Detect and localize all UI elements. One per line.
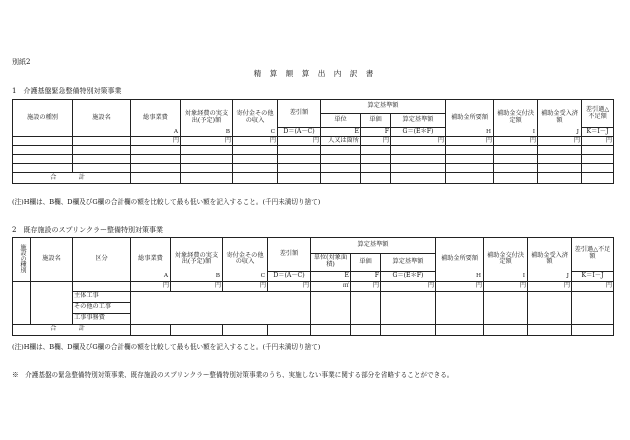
- s1-empty-cell[interactable]: [181, 164, 233, 173]
- s1-empty-cell[interactable]: [233, 155, 278, 164]
- s2-total-cell[interactable]: [171, 324, 223, 335]
- s2-total-cell[interactable]: [223, 324, 268, 335]
- s1-total-cell[interactable]: [233, 173, 278, 184]
- s2-header-decided-label: 補助金交付決定額: [486, 251, 525, 266]
- section1-title: 1 介護基盤緊急整備特別対策事業: [12, 87, 122, 95]
- s1-unit-yen-d[interactable]: 円: [278, 137, 321, 146]
- s2-header-total-cost-label: 総事業費: [138, 255, 163, 262]
- s1-empty-cell[interactable]: [278, 155, 321, 164]
- s1-letter-j: J: [576, 128, 579, 135]
- s1-header-diff: 差引額: [278, 100, 321, 128]
- s2-letter-h: H: [475, 273, 481, 280]
- s1-header-unit-price: 単価: [361, 114, 391, 128]
- s2-unit-sqm-e[interactable]: ㎡: [311, 281, 351, 291]
- s1-header-received: [538, 100, 582, 137]
- s1-total-cell[interactable]: [131, 173, 181, 184]
- s2-letter-k: K＝I－J: [572, 271, 614, 281]
- s2-total-cell[interactable]: [436, 324, 484, 335]
- s2-total-cell[interactable]: [528, 324, 572, 335]
- s1-empty-cell[interactable]: [538, 164, 582, 173]
- s1-total-cell[interactable]: [391, 173, 446, 184]
- s2-letter-e: E: [311, 271, 351, 281]
- s2-row-label-admin: 工事事務費: [73, 313, 131, 324]
- s1-empty-cell[interactable]: [73, 146, 131, 155]
- s2-letter-a: A: [163, 273, 168, 280]
- s2-block-j[interactable]: [528, 291, 572, 324]
- s1-empty-cell[interactable]: [321, 164, 361, 173]
- s1-header-donation: [233, 100, 278, 137]
- s1-header-donation-label: 寄付金その他の収入: [236, 110, 274, 124]
- s1-empty-cell[interactable]: [361, 146, 391, 155]
- s2-letter-j: J: [566, 273, 569, 280]
- s1-header-required-label: 補助金所要額: [450, 113, 489, 121]
- s2-total-cell[interactable]: [484, 324, 528, 335]
- s1-empty-cell[interactable]: [131, 164, 181, 173]
- s2-letter-g: G＝(E＊F): [381, 271, 436, 281]
- s1-header-std-group: 算定基準額: [321, 100, 446, 114]
- s1-letter-a: A: [173, 128, 178, 135]
- s1-empty-cell[interactable]: [361, 155, 391, 164]
- table-row: [13, 155, 614, 164]
- section1-table: [12, 99, 614, 184]
- s1-cell-facility-name-1[interactable]: [73, 137, 131, 146]
- s1-empty-cell[interactable]: [582, 164, 614, 173]
- s2-header-unit: 単位(対象面積): [311, 253, 351, 271]
- s1-empty-cell[interactable]: [582, 155, 614, 164]
- footer-note: ※ 介護基盤の緊急整備特別対策事業、既存施設のスプリンクラー整備特別対策事業のうち、実施しない事業に関する部分を省略することができる。: [12, 371, 454, 379]
- s1-empty-cell[interactable]: [73, 164, 131, 173]
- s2-header-required: [436, 238, 484, 282]
- s2-total-cell[interactable]: [351, 324, 381, 335]
- s2-header-donation: [223, 238, 268, 282]
- s1-empty-cell[interactable]: [361, 164, 391, 173]
- s2-row-label-main-work: 主体工事: [73, 291, 131, 302]
- s2-header-target-cost-label: 対象経費の実支出(予定)額: [174, 251, 219, 266]
- s2-header-category: 区分: [73, 238, 131, 282]
- s1-unit-yen-f[interactable]: 円: [361, 137, 391, 146]
- s1-unit-yen-i[interactable]: 円: [494, 137, 538, 146]
- s1-total-cell[interactable]: [278, 173, 321, 184]
- s2-letter-d: D＝(A－C): [268, 271, 311, 281]
- s1-letter-d: D＝(A－C): [278, 128, 321, 137]
- s1-empty-cell[interactable]: [73, 155, 131, 164]
- s2-header-facility-type: [13, 238, 31, 282]
- s1-empty-cell[interactable]: [446, 164, 494, 173]
- s1-total-label: 合 計: [13, 173, 131, 184]
- s2-unit-yen-h[interactable]: 円: [436, 281, 484, 291]
- s1-empty-cell[interactable]: [233, 164, 278, 173]
- s1-header-received-label: 補助金受入済額: [540, 110, 579, 124]
- s1-total-cell[interactable]: [361, 173, 391, 184]
- s1-empty-cell[interactable]: [13, 155, 73, 164]
- s1-letter-i: I: [532, 128, 535, 135]
- s1-letter-c: C: [270, 128, 275, 135]
- s1-header-total-cost-label: 総事業費: [143, 113, 168, 121]
- s1-total-cell[interactable]: [446, 173, 494, 184]
- s2-cell-facility-type[interactable]: [13, 281, 31, 324]
- s2-block-i[interactable]: [484, 291, 528, 324]
- s1-total-cell[interactable]: [181, 173, 233, 184]
- s1-header-facility-name: 施設名: [73, 100, 131, 137]
- s1-header-facility-type: 施設の種別: [13, 100, 73, 137]
- s1-total-cell[interactable]: [321, 173, 361, 184]
- s1-empty-cell[interactable]: [494, 164, 538, 173]
- s1-empty-cell[interactable]: [538, 146, 582, 155]
- s2-cell-facility-name[interactable]: [31, 281, 73, 324]
- s1-unit-yen-a[interactable]: 円: [131, 137, 181, 146]
- s2-block-f[interactable]: [351, 291, 381, 324]
- table-row: [13, 137, 614, 146]
- s1-empty-cell[interactable]: [391, 146, 446, 155]
- s1-header-total-cost: [131, 100, 181, 137]
- s2-block-g[interactable]: [381, 291, 436, 324]
- s2-unit-yen-g[interactable]: 円: [381, 281, 436, 291]
- table-row: [13, 291, 614, 302]
- s2-unit-yen-c[interactable]: 円: [223, 281, 268, 291]
- s1-empty-cell[interactable]: [181, 146, 233, 155]
- s1-unit-yen-c[interactable]: 円: [233, 137, 278, 146]
- s2-letter-c: C: [260, 273, 265, 280]
- s1-letter-h: H: [485, 128, 491, 135]
- s1-empty-cell[interactable]: [391, 164, 446, 173]
- s2-unit-yen-d[interactable]: 円: [268, 281, 311, 291]
- s1-letter-e: E: [321, 128, 361, 137]
- s2-header-std-amount: 算定基準額: [381, 253, 436, 271]
- s1-empty-cell[interactable]: [131, 155, 181, 164]
- s2-header-balance: 差引過△不足額: [572, 238, 614, 272]
- s1-empty-cell[interactable]: [494, 155, 538, 164]
- s2-block-h[interactable]: [436, 291, 484, 324]
- section2-table: [12, 237, 614, 336]
- s2-letter-b: B: [215, 273, 220, 280]
- s1-empty-cell[interactable]: [278, 146, 321, 155]
- s1-cell-facility-type-1[interactable]: [13, 137, 73, 146]
- s2-total-cell[interactable]: [572, 324, 614, 335]
- s1-total-cell[interactable]: [538, 173, 582, 184]
- s1-empty-cell[interactable]: [321, 146, 361, 155]
- s1-empty-cell[interactable]: [321, 155, 361, 164]
- s1-empty-cell[interactable]: [446, 146, 494, 155]
- s2-block-e[interactable]: [311, 291, 351, 324]
- s1-unit-yen-j[interactable]: 円: [538, 137, 582, 146]
- s2-header-received: [528, 238, 572, 282]
- s1-header-std-amount: 算定基準額: [391, 114, 446, 128]
- s2-row-label-other-work: その他の工事: [73, 302, 131, 313]
- s1-empty-cell[interactable]: [391, 155, 446, 164]
- s1-unit-yen-h[interactable]: 円: [446, 137, 494, 146]
- s1-unit-yen-g[interactable]: 円: [391, 137, 446, 146]
- table-row: [13, 164, 614, 173]
- s1-header-decided-label: 補助金交付決定額: [496, 110, 535, 124]
- s1-empty-cell[interactable]: [181, 155, 233, 164]
- s1-letter-b: B: [225, 128, 230, 135]
- s1-letter-f: F: [361, 128, 391, 137]
- s1-letter-g: G＝(E＊F): [391, 128, 446, 137]
- s1-total-cell[interactable]: [494, 173, 538, 184]
- table-row: [13, 281, 614, 291]
- s2-block-k[interactable]: [572, 291, 614, 324]
- s2-unit-yen-f[interactable]: 円: [351, 281, 381, 291]
- s1-empty-cell[interactable]: [13, 164, 73, 173]
- s2-header-facility-name: 施設名: [31, 238, 73, 282]
- s2-unit-yen-b[interactable]: 円: [171, 281, 223, 291]
- s2-total-cell[interactable]: [268, 324, 311, 335]
- s2-header-required-label: 補助金所要額: [440, 255, 479, 262]
- s1-empty-cell[interactable]: [538, 155, 582, 164]
- s1-unit-yen-k[interactable]: 円: [582, 137, 614, 146]
- s2-unit-yen-j[interactable]: 円: [528, 281, 572, 291]
- s1-empty-cell[interactable]: [582, 146, 614, 155]
- s2-unit-yen-k[interactable]: 円: [572, 281, 614, 291]
- s1-empty-cell[interactable]: [131, 146, 181, 155]
- s1-header-balance: 差引過△不足額: [582, 100, 614, 128]
- document-title: 精 算 額 算 出 内 訳 書: [253, 69, 377, 78]
- s1-unit-text-e[interactable]: 人又は箇所: [321, 137, 361, 146]
- s1-header-decided: [494, 100, 538, 137]
- s2-total-cell[interactable]: [311, 324, 351, 335]
- s2-letter-i: I: [522, 273, 525, 280]
- s2-total-cell[interactable]: [131, 324, 171, 335]
- s1-empty-cell[interactable]: [233, 146, 278, 155]
- s2-header-facility-type-label: 施設の種別: [18, 243, 26, 273]
- s2-total-cell[interactable]: [381, 324, 436, 335]
- s1-total-row: [13, 173, 614, 184]
- s2-header-total-cost: [131, 238, 171, 282]
- document-label: 別紙2: [12, 58, 31, 66]
- s1-total-cell[interactable]: [582, 173, 614, 184]
- s2-header-target-cost: [171, 238, 223, 282]
- s2-total-row: [13, 324, 614, 335]
- s2-unit-yen-a[interactable]: 円: [131, 281, 171, 291]
- section2-note: (注)H欄は、B欄、D欄及びG欄の合計欄の額を比較して最も低い額を記入すること。(千円未満切り捨て): [12, 343, 321, 351]
- s1-empty-cell[interactable]: [278, 164, 321, 173]
- s1-letter-k: K＝I－J: [582, 128, 614, 137]
- s1-header-unit: 単位: [321, 114, 361, 128]
- s2-header-donation-label: 寄付金その他の収入: [226, 251, 264, 266]
- s2-header-std-group: 算定基準額: [311, 238, 436, 254]
- s1-empty-cell[interactable]: [13, 146, 73, 155]
- s2-block-abcd[interactable]: [131, 291, 311, 324]
- s1-header-required: [446, 100, 494, 137]
- s2-header-received-label: 補助金受入済額: [530, 251, 569, 266]
- s1-header-target-cost: [181, 100, 233, 137]
- section1-note: (注)H欄は、B欄、D欄及びG欄の合計欄の額を比較して最も低い額を記入すること。(千円未満切り捨て): [12, 198, 321, 206]
- section2-title: 2 既存施設のスプリンクラー整備特別対策事業: [12, 226, 164, 234]
- table-row: [13, 146, 614, 155]
- s2-letter-f: F: [351, 271, 381, 281]
- s2-header-unit-price: 単価: [351, 253, 381, 271]
- s1-unit-yen-b[interactable]: 円: [181, 137, 233, 146]
- s1-empty-cell[interactable]: [494, 146, 538, 155]
- s2-header-diff: 差引額: [268, 238, 311, 272]
- s2-cell-category-blank[interactable]: [73, 281, 131, 291]
- s2-header-decided: [484, 238, 528, 282]
- s1-header-target-cost-label: 対象経費の実支出(予定)額: [184, 110, 229, 124]
- s2-total-label: 合 計: [13, 324, 131, 335]
- s2-unit-yen-i[interactable]: 円: [484, 281, 528, 291]
- s1-empty-cell[interactable]: [446, 155, 494, 164]
